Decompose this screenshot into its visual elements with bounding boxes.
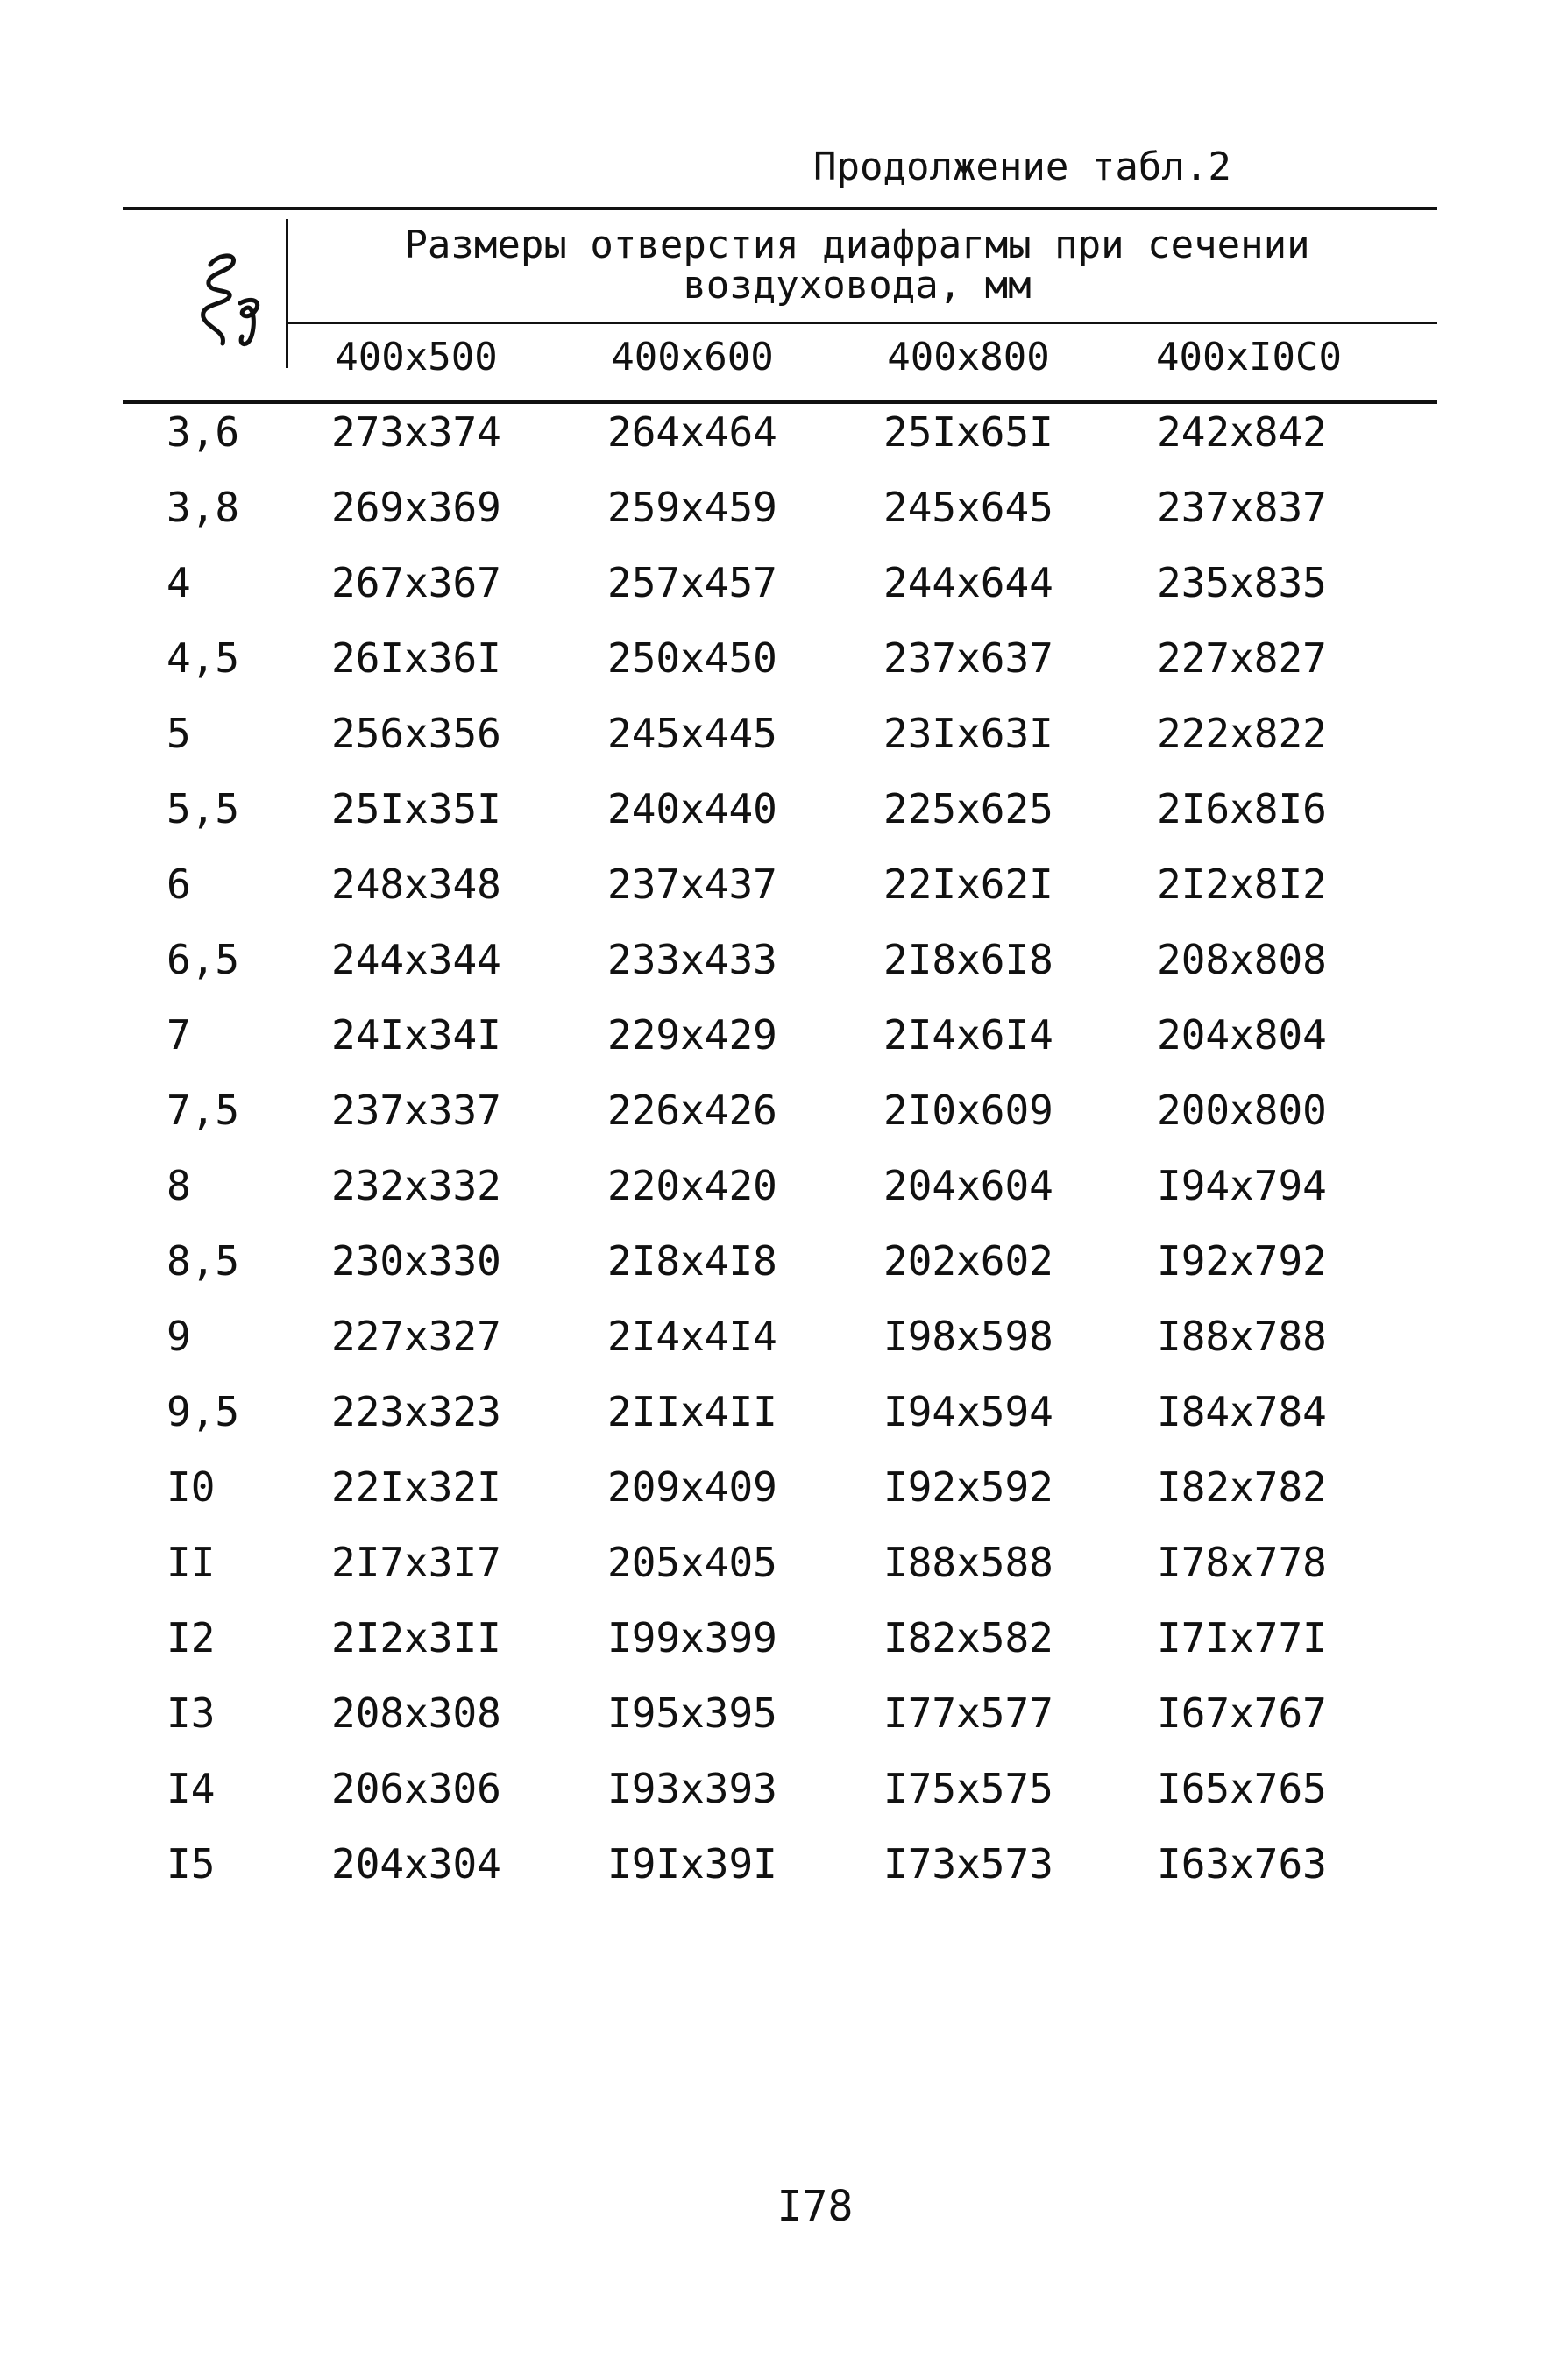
- cell-400x1000: I92x792: [1157, 1237, 1327, 1285]
- table-row: [0, 1765, 1553, 1840]
- table-caption: Продолжение табл.2: [813, 145, 1231, 189]
- cell-400x800: I92x592: [883, 1463, 1053, 1511]
- cell-400x1000: 2I2x8I2: [1157, 861, 1327, 908]
- cell-400x600: 257x457: [607, 559, 777, 606]
- xi-value: 9: [167, 1313, 191, 1360]
- cell-400x800: 244x644: [883, 559, 1053, 606]
- cell-400x1000: 204x804: [1157, 1011, 1327, 1059]
- xi-value: 9,5: [167, 1388, 240, 1435]
- table-top-rule: [123, 207, 1437, 210]
- header-title-line1: Размеры отверстия диафрагмы при сечении: [404, 223, 1310, 267]
- xi-symbol-icon: [156, 247, 287, 370]
- table-row: [0, 1463, 1553, 1539]
- column-header: 400xI0C0: [1156, 335, 1342, 379]
- cell-400x600: I93x393: [607, 1765, 777, 1812]
- xi-value: II: [167, 1539, 216, 1586]
- cell-400x800: 25Ix65I: [883, 408, 1053, 456]
- cell-400x1000: 222x822: [1157, 710, 1327, 757]
- cell-400x600: 209x409: [607, 1463, 777, 1511]
- cell-400x600: 229x429: [607, 1011, 777, 1059]
- column-header: 400x600: [611, 335, 774, 379]
- cell-400x800: 2I8x6I8: [883, 936, 1053, 983]
- cell-400x500: 223x323: [331, 1388, 501, 1435]
- table-row: [0, 1689, 1553, 1765]
- cell-400x500: 244x344: [331, 936, 501, 983]
- cell-400x500: 237x337: [331, 1087, 501, 1134]
- xi-value: 6,5: [167, 936, 240, 983]
- cell-400x500: 2I2x3II: [331, 1614, 501, 1661]
- cell-400x1000: 235x835: [1157, 559, 1327, 606]
- table-row: [0, 710, 1553, 785]
- cell-400x500: 206x306: [331, 1765, 501, 1812]
- cell-400x1000: I82x782: [1157, 1463, 1327, 1511]
- cell-400x500: 256x356: [331, 710, 501, 757]
- table-row: [0, 484, 1553, 559]
- cell-400x600: I95x395: [607, 1689, 777, 1737]
- cell-400x1000: I65x765: [1157, 1765, 1327, 1812]
- cell-400x800: 245x645: [883, 484, 1053, 531]
- cell-400x500: 227x327: [331, 1313, 501, 1360]
- table-row: [0, 1162, 1553, 1237]
- table-row: [0, 408, 1553, 484]
- table-row: [0, 559, 1553, 634]
- cell-400x800: I82x582: [883, 1614, 1053, 1661]
- table-row: [0, 861, 1553, 936]
- cell-400x500: 267x367: [331, 559, 501, 606]
- cell-400x600: 245x445: [607, 710, 777, 757]
- cell-400x500: 248x348: [331, 861, 501, 908]
- table-row: [0, 1011, 1553, 1087]
- cell-400x600: 226x426: [607, 1087, 777, 1134]
- cell-400x1000: I78x778: [1157, 1539, 1327, 1586]
- table-row: [0, 1840, 1553, 1916]
- cell-400x600: 205x405: [607, 1539, 777, 1586]
- cell-400x1000: 2I6x8I6: [1157, 785, 1327, 832]
- cell-400x1000: I84x784: [1157, 1388, 1327, 1435]
- table-row: [0, 1237, 1553, 1313]
- cell-400x500: 208x308: [331, 1689, 501, 1737]
- xi-value: 5,5: [167, 785, 240, 832]
- cell-400x800: 22Ix62I: [883, 861, 1053, 908]
- cell-400x800: 237x637: [883, 634, 1053, 682]
- header-mid-rule: [287, 322, 1437, 324]
- xi-value: 6: [167, 861, 191, 908]
- xi-value: I3: [167, 1689, 216, 1737]
- cell-400x800: I88x588: [883, 1539, 1053, 1586]
- table-row: [0, 634, 1553, 710]
- cell-400x1000: 227x827: [1157, 634, 1327, 682]
- cell-400x500: 273x374: [331, 408, 501, 456]
- xi-value: 3,6: [167, 408, 240, 456]
- page-number: I78: [776, 2182, 854, 2231]
- xi-value: 7: [167, 1011, 191, 1059]
- table-row: [0, 1087, 1553, 1162]
- cell-400x600: 250x450: [607, 634, 777, 682]
- cell-400x500: 269x369: [331, 484, 501, 531]
- cell-400x500: 204x304: [331, 1840, 501, 1888]
- xi-value: 3,8: [167, 484, 240, 531]
- cell-400x600: I99x399: [607, 1614, 777, 1661]
- xi-value: 7,5: [167, 1087, 240, 1134]
- cell-400x500: 22Ix32I: [331, 1463, 501, 1511]
- xi-value: 5: [167, 710, 191, 757]
- xi-value: 8,5: [167, 1237, 240, 1285]
- cell-400x600: 2I4x4I4: [607, 1313, 777, 1360]
- cell-400x500: 26Ix36I: [331, 634, 501, 682]
- cell-400x500: 25Ix35I: [331, 785, 501, 832]
- cell-400x800: I75x575: [883, 1765, 1053, 1812]
- header-title: [287, 225, 1427, 306]
- cell-400x1000: 242x842: [1157, 408, 1327, 456]
- xi-value: 8: [167, 1162, 191, 1209]
- cell-400x600: 2I8x4I8: [607, 1237, 777, 1285]
- column-header: 400x500: [335, 335, 498, 379]
- xi-value: 4,5: [167, 634, 240, 682]
- cell-400x600: 259x459: [607, 484, 777, 531]
- xi-value: I5: [167, 1840, 216, 1888]
- cell-400x800: I94x594: [883, 1388, 1053, 1435]
- cell-400x600: 240x440: [607, 785, 777, 832]
- table-row: [0, 785, 1553, 861]
- cell-400x800: 225x625: [883, 785, 1053, 832]
- table-row: [0, 1539, 1553, 1614]
- xi-value: I0: [167, 1463, 216, 1511]
- cell-400x1000: I94x794: [1157, 1162, 1327, 1209]
- cell-400x600: 2IIx4II: [607, 1388, 777, 1435]
- cell-400x500: 24Ix34I: [331, 1011, 501, 1059]
- cell-400x800: 2I0x609: [883, 1087, 1053, 1134]
- table-row: [0, 1614, 1553, 1689]
- cell-400x800: 2I4x6I4: [883, 1011, 1053, 1059]
- cell-400x1000: 208x808: [1157, 936, 1327, 983]
- xi-value: I4: [167, 1765, 216, 1812]
- cell-400x1000: 237x837: [1157, 484, 1327, 531]
- cell-400x1000: I88x788: [1157, 1313, 1327, 1360]
- cell-400x800: 202x602: [883, 1237, 1053, 1285]
- cell-400x1000: I63x763: [1157, 1840, 1327, 1888]
- cell-400x800: I73x573: [883, 1840, 1053, 1888]
- cell-400x800: 204x604: [883, 1162, 1053, 1209]
- cell-400x800: I77x577: [883, 1689, 1053, 1737]
- column-header: 400x800: [887, 335, 1050, 379]
- xi-value: I2: [167, 1614, 216, 1661]
- table-row: [0, 1388, 1553, 1463]
- cell-400x1000: I67x767: [1157, 1689, 1327, 1737]
- xi-value: 4: [167, 559, 191, 606]
- header-bottom-rule: [123, 400, 1437, 404]
- cell-400x1000: I7Ix77I: [1157, 1614, 1327, 1661]
- cell-400x600: 264x464: [607, 408, 777, 456]
- cell-400x600: I9Ix39I: [607, 1840, 777, 1888]
- cell-400x600: 237x437: [607, 861, 777, 908]
- table-row: [0, 936, 1553, 1011]
- cell-400x800: 23Ix63I: [883, 710, 1053, 757]
- cell-400x600: 233x433: [607, 936, 777, 983]
- cell-400x1000: 200x800: [1157, 1087, 1327, 1134]
- table-row: [0, 1313, 1553, 1388]
- cell-400x500: 2I7x3I7: [331, 1539, 501, 1586]
- cell-400x500: 230x330: [331, 1237, 501, 1285]
- header-title-line2: воздуховода, мм: [683, 263, 1032, 308]
- cell-400x800: I98x598: [883, 1313, 1053, 1360]
- cell-400x500: 232x332: [331, 1162, 501, 1209]
- cell-400x600: 220x420: [607, 1162, 777, 1209]
